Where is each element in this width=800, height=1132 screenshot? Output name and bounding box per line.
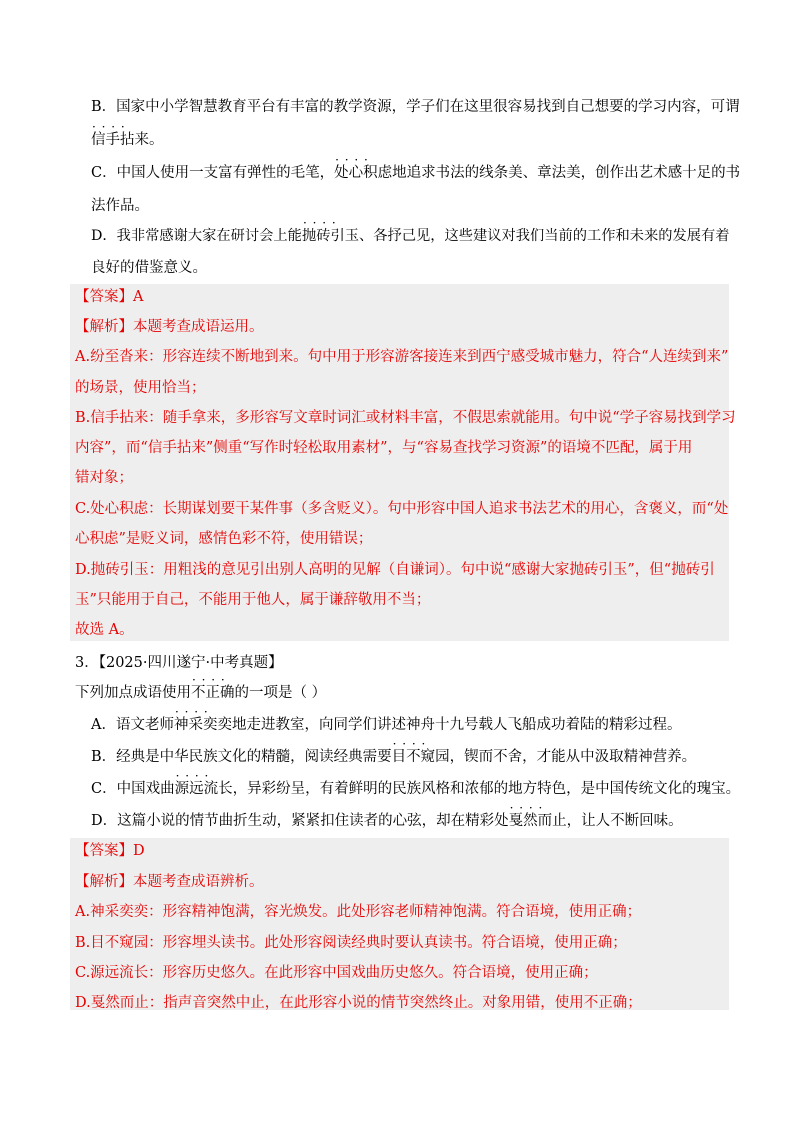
text-pre: D．我非常感谢大家在研讨会上能 (91, 228, 302, 244)
q3-analysis-line: D.戛然而止：指声音突然中止，在此形容小说的情节突然终止。对象用错，使用不正确； (75, 995, 642, 1011)
q2-option-c-line1 (91, 163, 740, 183)
q3-answer-label: 【答案】D (75, 843, 145, 859)
text-pre: C．中国戏曲 (91, 781, 175, 797)
text-pre: A．语文老师 (91, 717, 174, 733)
q2-analysis-line: 的场景，使用恰当； (75, 380, 206, 396)
q2-analysis-line: D.抛砖引玉：用粗浅的意见引出别人高明的见解（自谦词）。句中说“感谢大家抛砖引玉”，但“抛砖引 (75, 562, 715, 578)
emphasis-dotted-idiom: · · · · 处心积虑 (334, 165, 392, 181)
q2-option-d-line2: 良好的借鉴意义。 (91, 260, 207, 276)
emphasis-dotted-idiom: · · · · 源远流长 (175, 781, 233, 797)
q2-analysis-line: 错对象； (75, 470, 133, 486)
q2-option-b-line2 (91, 130, 164, 150)
q2-option-b-line1: B．国家中小学智慧教育平台有丰富的教学资源，学子们在这里很容易找到自己想要的学习内容，可谓 (91, 99, 740, 115)
q2-answer-label: 【答案】A (75, 289, 144, 305)
text-post: 的一项是（ ） (234, 685, 327, 701)
emphasis-dotted-idiom: · · · · 抛砖引玉 (302, 228, 359, 244)
text-pre: 下列加点成语使用 (75, 685, 191, 701)
q3-analysis-label: 【解析】本题考查成语辨析。 (75, 874, 264, 890)
text-pre: C．中国人使用一支富有弹性的毛笔， (91, 165, 335, 181)
question-source: 【2025·四川遂宁·中考真题】 (98, 655, 283, 671)
text-pre: B．经典是中华民族文化的精髓，阅读经典需要 (91, 749, 392, 765)
q2-analysis-line: 内容”，而“信手拈来”侧重“写作时轻松取用素材”，与“容易查找学习资源”的语境不匹配，属于用 (75, 440, 693, 456)
q2-analysis-line: B.信手拈来：随手拿来，多形容写文章时词汇或材料丰富，不假思索就能用。句中说“学子容易找到学习 (75, 410, 736, 426)
q2-option-d-line1 (91, 226, 729, 246)
text-post: ，异彩纷呈，有着鲜明的民族风格和浓郁的地方特色，是中国传统文化的瑰宝。 (232, 781, 741, 797)
q3-option-d (91, 811, 683, 831)
question-number: 3． (75, 655, 99, 671)
q2-analysis-line: 心积虑”是贬义词，感情色彩不符，使用错误； (75, 531, 373, 547)
q3-analysis-line: C.源远流长：形容历史悠久。在此形容中国戏曲历史悠久。符合语境，使用正确； (75, 965, 598, 981)
q2-analysis-line: C.处心积虑：长期谋划要干某件事（多含贬义）。句中形容中国人追求书法艺术的用心，含褒义，而“处 (75, 501, 729, 517)
q3-analysis-line: A.神采奕奕：形容精神饱满，容光焕发。此处形容老师精神饱满。符合语境，使用正确； (75, 904, 642, 920)
text-post: 地走进教室，向同学们讲述神舟十九号载人飞船成功着陆的精彩过程。 (231, 717, 682, 733)
q3-option-a (91, 715, 681, 735)
q3-header (75, 653, 283, 673)
text-post: ，锲而不舍，才能从中汲取精神营养。 (449, 749, 697, 765)
emphasis-dotted-idiom: · · · · 目不窥园 (392, 749, 450, 765)
q2-analysis-label: 【解析】本题考查成语运用。 (75, 319, 264, 335)
text-post: 地追求书法的线条美、章法美，创作出艺术感十足的书 (392, 165, 741, 181)
q3-answer-panel (70, 838, 729, 1010)
emphasis-dotted-idiom: · · · · 神采奕奕 (174, 717, 232, 733)
q3-option-c (91, 779, 740, 799)
text-tail: 。 (149, 132, 164, 148)
q2-conclusion: 故选 A。 (75, 622, 134, 638)
q3-analysis-line: B.目不窥园：形容埋头读书。此处形容阅读经典时要认真读书。符合语境，使用正确； (75, 935, 627, 951)
text-pre: D．这篇小说的情节曲折生动，紧紧扣住读者的心弦，却在精彩处 (91, 813, 509, 829)
emphasis-dotted-word: · · · · 不正确 (191, 685, 235, 701)
q2-option-c-line2: 法作品。 (91, 198, 149, 214)
q2-answer-panel (70, 284, 729, 641)
q3-option-b (91, 747, 696, 767)
q3-stem (75, 683, 326, 703)
text-post: ，让人不断回味。 (566, 813, 683, 829)
emphasis-dotted-idiom: · · · · 信手拈来 (91, 132, 149, 148)
q2-analysis-line: 玉”只能用于自己，不能用于他人，属于谦辞敬用不当； (75, 592, 431, 608)
emphasis-dotted-idiom: · · · · 戛然而止 (509, 813, 567, 829)
q2-analysis-line: A.纷至沓来：形容连续不断地到来。句中用于形容游客接连来到西宁感受城市魅力，符合“人连续到来” (75, 349, 729, 365)
text-post: 、各抒己见，这些建议对我们当前的工作和未来的发展有着 (358, 228, 730, 244)
